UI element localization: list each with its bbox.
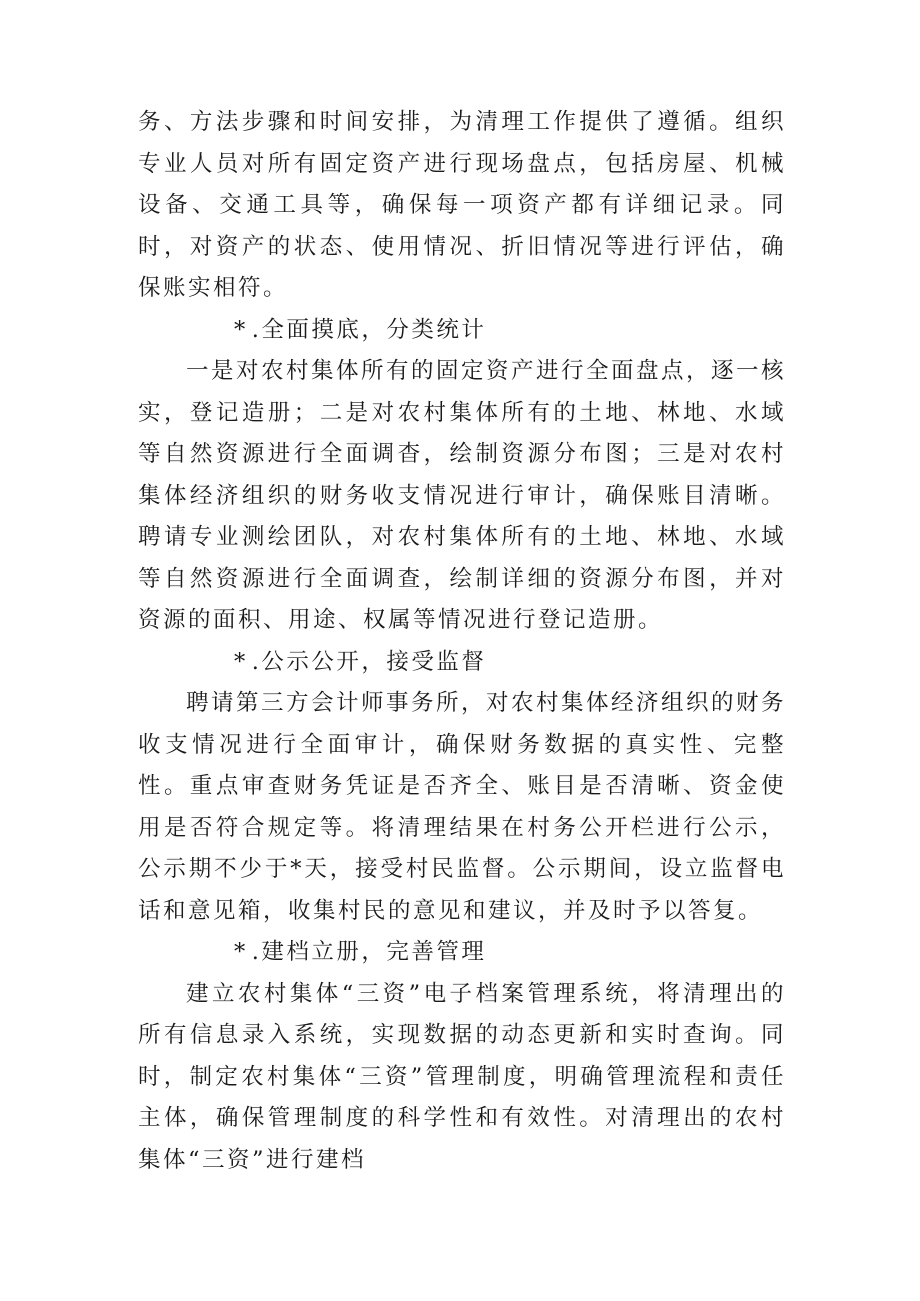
heading-title: .建档立册，完善管理 <box>251 939 487 965</box>
heading-number-placeholder: * <box>234 939 248 965</box>
section-heading-publicity <box>138 642 786 684</box>
paragraph-archiving: 建立农村集体“三资”电子档案管理系统，将清理出的所有信息录入系统，实现数据的动态更新和实时查询。同时，制定农村集体“三资”管理制度，明确管理流程和责任主体，确保管理制度的科学性和有效性。对清理出的农村集体“三资”进行建档 <box>138 980 786 1173</box>
paragraph-fixed-asset-inventory: 务、方法步骤和时间安排，为清理工作提供了遵循。组织专业人员对所有固定资产进行现场盘点，包括房屋、机械设备、交通工具等，确保每一项资产都有详细记录。同时，对资产的状态、使用情况、折旧情况等进行评估，确保账实相符。 <box>138 109 786 301</box>
section-heading-archiving <box>138 932 786 974</box>
heading-number-placeholder: * <box>234 648 248 675</box>
section-heading-survey <box>138 310 786 352</box>
paragraph-survey: 一是对农村集体所有的固定资产进行全面盘点，逐一核实，登记造册；二是对农村集体所有的土地、林地、水域等自然资源进行全面调杳，绘制资源分布图；三是对农村集体经济组织的财务收支情况进行审计，确保账目清晰。聘请专业测绘团队，对农村集体所有的土地、林地、水域等自然资源进行全面调查，绘制详细的资源分布图，并对资源的面积、用途、权属等情况进行登记造册。 <box>138 358 787 633</box>
paragraph-publicity: 聘请第三方会计师事务所，对农村集体经济组织的财务收支情况进行全面审计，确保财务数据的真实性、完整性。重点审查财务凭证是否齐全、账目是否清晰、资金使用是否符合规定等。将清理结果在村务公开栏进行公示，公示期不少于*天，接受村民监督。公示期间，设立监督电话和意见箱，收集村民的意见和建议，并及时予以答复。 <box>138 690 787 924</box>
document-body <box>138 102 786 1181</box>
heading-number-placeholder: * <box>234 316 248 343</box>
heading-title: .全面摸底，分类统计 <box>251 316 487 343</box>
heading-title: .公示公开，接受监督 <box>251 648 487 675</box>
